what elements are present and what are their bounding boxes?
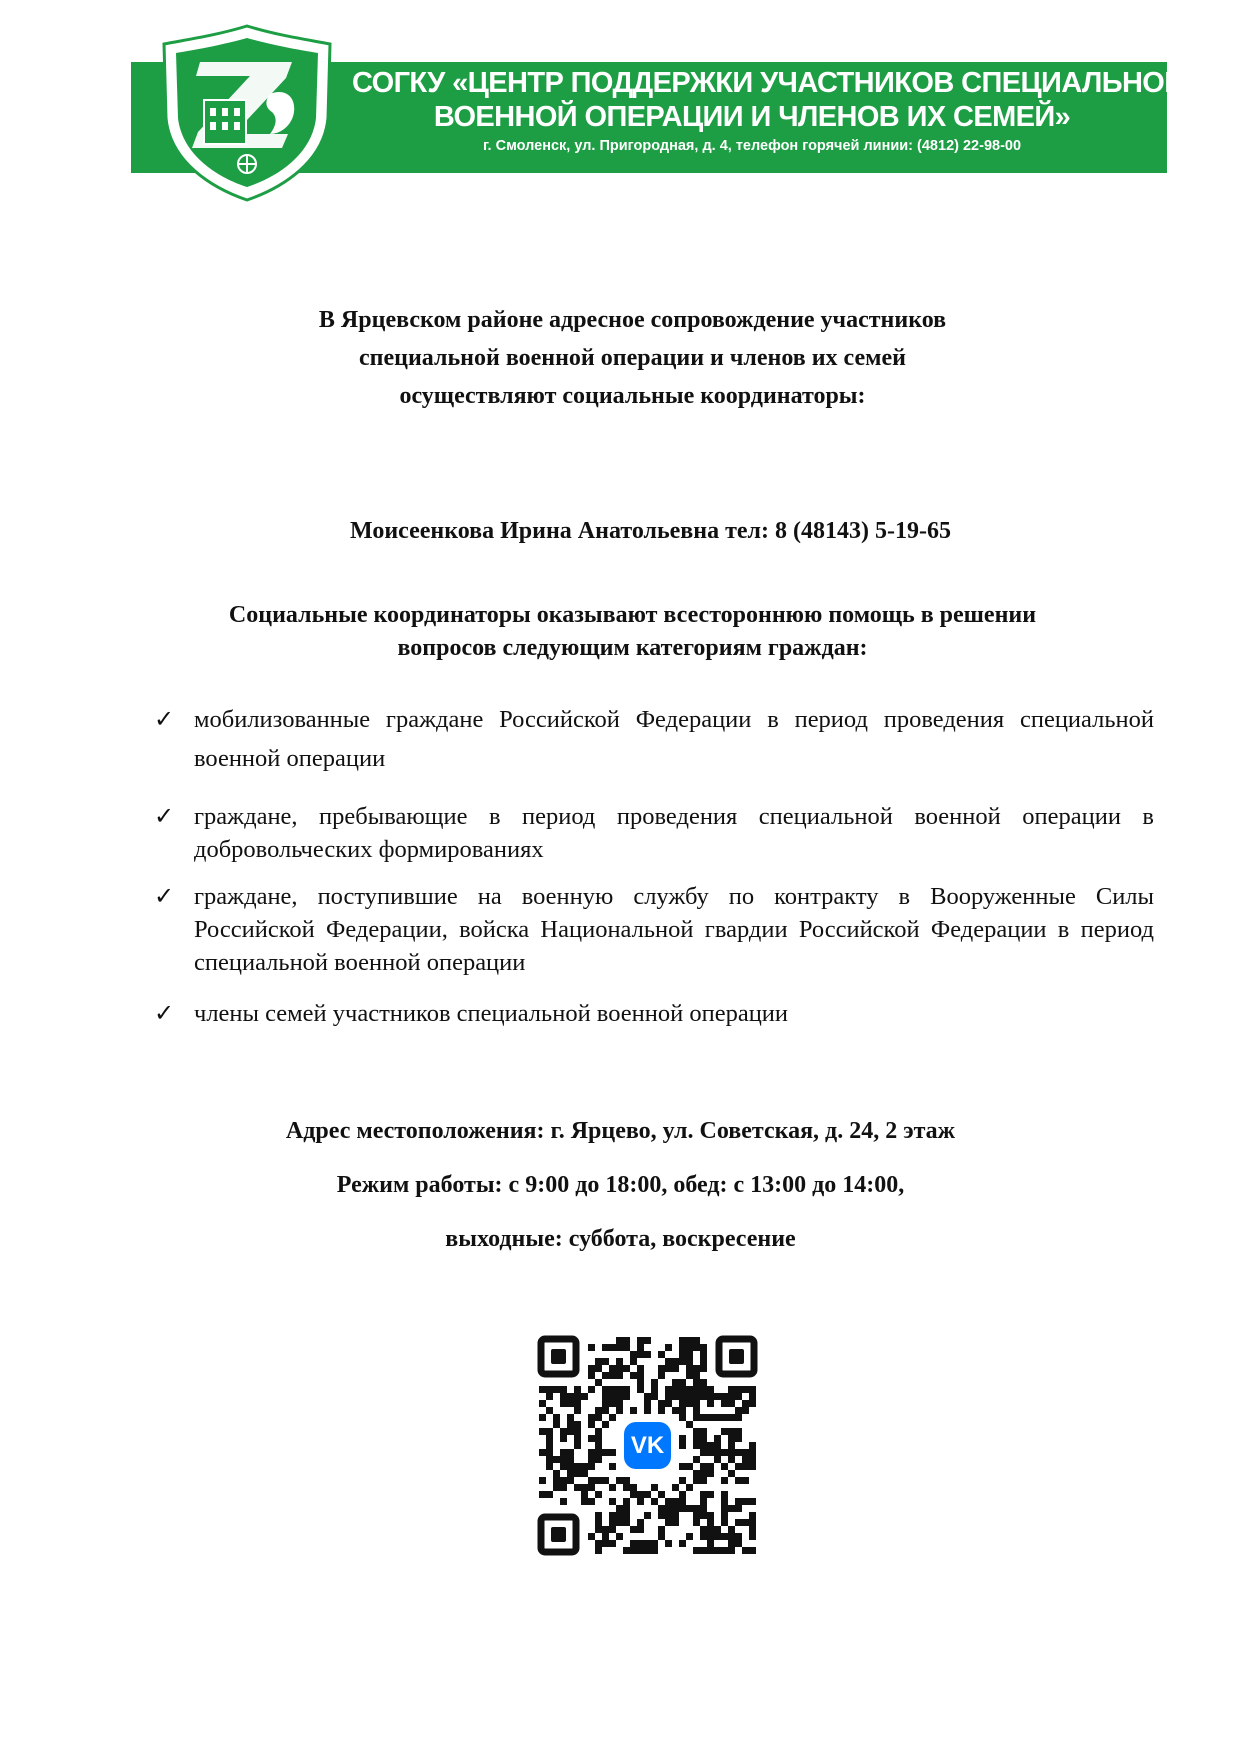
categories-list: [154, 700, 1154, 1030]
list-item: [154, 997, 1154, 1030]
check-icon: ✓: [154, 705, 175, 733]
vk-qr-code-icon[interactable]: [535, 1333, 760, 1558]
office-hours: Режим работы: с 9:00 до 18:00, обед: с 13:00 до 14:00,: [336, 1172, 905, 1198]
vk-logo-icon: [624, 1422, 671, 1469]
office-address: Адрес местоположения: г. Ярцево, ул. Советская, д. 24, 2 этаж: [285, 1118, 956, 1144]
help-intro-line1: Социальные координаторы оказывают всестороннюю помощь в решении: [228, 602, 1037, 628]
list-item-text: граждане, поступившие на военную службу по контракту в Вооруженные Силы Российской Федерации, войска Национальной гвардии Российской Федерации в период специальной военной операции: [194, 883, 1154, 976]
organization-name-line2: ВОЕННОЙ ОПЕРАЦИИ И ЧЛЕНОВ ИХ СЕМЕЙ»: [433, 101, 1071, 133]
help-intro-line2: вопросов следующим категориям граждан:: [397, 635, 868, 661]
organization-address: г. Смоленск, ул. Пригородная, д. 4, телефон горячей линии: (4812) 22-98-00: [482, 138, 1022, 154]
list-item: [154, 880, 1154, 979]
organization-emblem-icon: [160, 22, 335, 202]
svg-text:VK: VK: [630, 1432, 665, 1459]
heading-line3: осуществляют социальные координаторы:: [399, 383, 866, 409]
help-intro: [40, 599, 1225, 665]
check-icon: ✓: [154, 802, 175, 830]
heading-line1: В Ярцевском районе адресное сопровождение участников: [318, 307, 947, 333]
list-item-text: мобилизованные граждане Российской Федерации в период проведения специальной военной операции: [194, 706, 1154, 772]
list-item-text: члены семей участников специальной военной операции: [194, 1000, 789, 1027]
organization-name-line1: СОГКУ «ЦЕНТР ПОДДЕРЖКИ УЧАСТНИКОВ СПЕЦИАЛЬНОЙ: [352, 67, 1185, 99]
page-heading: [40, 301, 1225, 415]
list-item: [154, 700, 1154, 778]
coordinator-contact: Моисеенкова Ирина Анатольевна тел: 8 (48143) 5-19-65: [350, 518, 951, 544]
organization-title-block: [352, 66, 1185, 157]
list-item-text: граждане, пребывающие в период проведения специальной военной операции в добровольческих формированиях: [194, 803, 1154, 863]
office-days-off: выходные: суббота, воскресение: [445, 1226, 796, 1252]
check-icon: ✓: [154, 882, 175, 910]
check-icon: ✓: [154, 999, 175, 1027]
heading-line2: специальной военной операции и членов их семей: [359, 345, 906, 371]
list-item: [154, 800, 1154, 866]
